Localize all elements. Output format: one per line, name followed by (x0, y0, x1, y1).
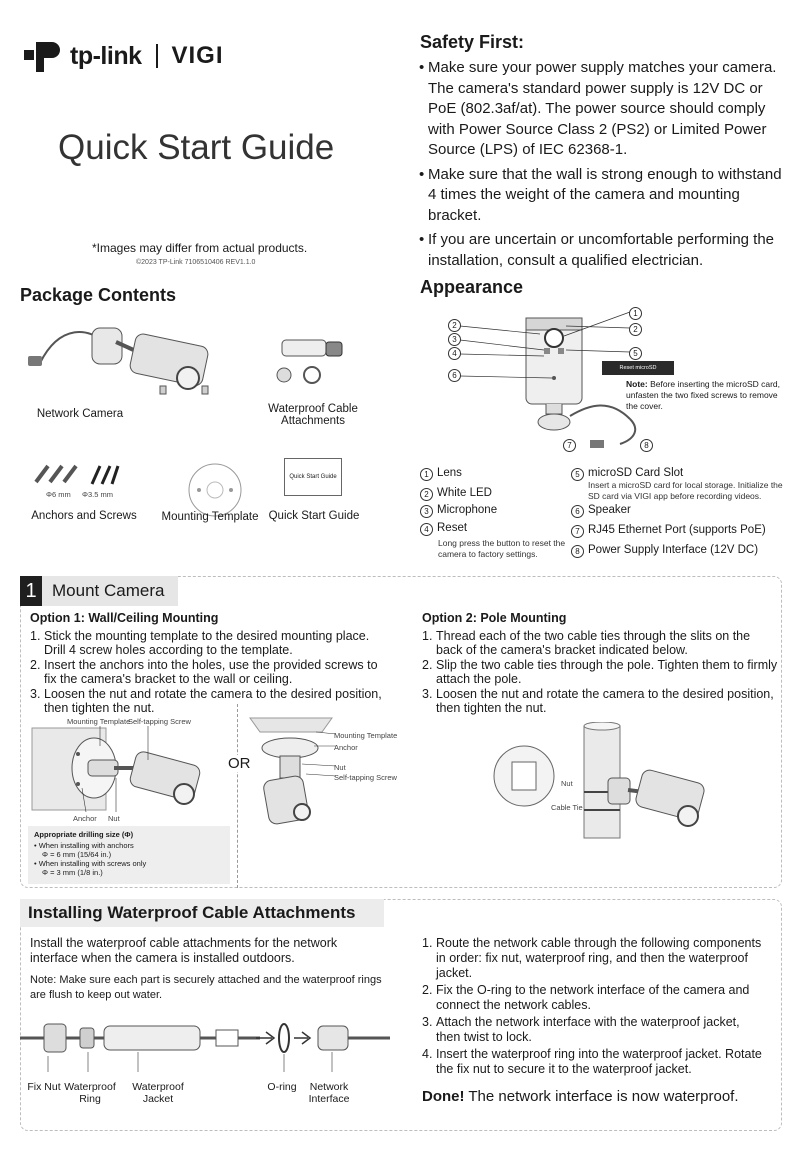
legend-microphone (420, 504, 497, 518)
callout-6: 6 (448, 369, 461, 382)
anchors-screws-image (32, 462, 122, 490)
callout-2: 2 (448, 319, 461, 332)
part-network-interface-line2: Interface (308, 1093, 350, 1105)
part-waterproof-jacket-line1: Waterproof (132, 1081, 184, 1093)
package-heading: Package Contents (20, 285, 177, 305)
legend-label: Microphone (437, 504, 498, 516)
waterproof-intro: Install the waterproof cable attachments for the network interface when the camera is installed outdoors. (30, 936, 338, 965)
drilling-text: When installing with screws only (38, 859, 147, 868)
callout-4: 4 (448, 347, 461, 360)
step-text: Loosen the nut and rotate the camera to the desired position, then tighten the nut. (436, 687, 774, 715)
step-text: Insert the waterproof ring into the waterproof jacket. Rotate the fix nut to secure it to the waterproof jacket. (436, 1047, 762, 1076)
label-ceiling-template: Mounting Template (334, 731, 398, 740)
legend-power (571, 544, 758, 558)
legend-speaker (571, 504, 631, 518)
step-text: Fix the O-ring to the network interface of the camera and connect the network cables. (436, 983, 750, 1012)
step-item: 2. Fix the O-ring to the network interface of the camera and connect the network cables. (422, 983, 750, 1012)
step-text: Stick the mounting template to the desired mounting place. Drill 4 screw holes according to the template. (44, 629, 370, 657)
legend-label: microSD Card Slot (588, 467, 684, 479)
legend-label: White LED (437, 487, 492, 499)
waterproof-title: Installing Waterproof Cable Attachments (28, 903, 356, 922)
callout-3: 3 (448, 333, 461, 346)
package-camera-label: Network Camera (36, 408, 124, 420)
safety-item: • If you are uncertain or uncomfortable performing the installation, consult a qualified electrician. (420, 230, 790, 271)
step-item: 3. Loosen the nut and rotate the camera to the desired position, then tighten the nut. (30, 687, 382, 715)
mount-title: Mount Camera (52, 581, 165, 600)
label-anchor: Anchor (73, 814, 97, 823)
callout-7: 7 (563, 439, 576, 452)
legend-reset-desc: Long press the button to reset the camera to factory settings. (438, 538, 566, 559)
part-waterproof-jacket (126, 1081, 190, 1105)
step-text: Insert the anchors into the holes, use the provided screws to fix the camera's bracket to the wall or ceiling. (44, 658, 378, 686)
step-item: 1. Stick the mounting template to the desired mounting place. Drill 4 screw holes according to the template. (30, 629, 370, 657)
legend-microsd (571, 467, 683, 481)
label-cable-tie: Cable Tie (551, 803, 583, 812)
legend-lens (420, 467, 462, 481)
safety-heading: Safety First: (420, 32, 525, 52)
copyright: ©2023 TP-Link 7106510406 REV1.1.0 (136, 259, 256, 266)
legend-label: RJ45 Ethernet Port (supports PoE) (588, 524, 766, 536)
legend-label: Power Supply Interface (12V DC) (588, 544, 759, 556)
step-text: Route the network cable through the following components in order: fix nut, waterproof ring, and then the waterproof jacket. (436, 936, 762, 980)
mount-step-number: 1 (20, 576, 42, 606)
part-waterproof-ring-line1: Waterproof (64, 1081, 116, 1093)
package-waterproof-label: Waterproof Cable Attachments (268, 403, 358, 427)
waterproof-parts-diagram (20, 1012, 390, 1072)
option-divider (237, 704, 238, 888)
option2-title: Option 2: Pole Mounting (422, 611, 567, 625)
safety-list (420, 58, 790, 275)
done-bold: Done! (422, 1088, 465, 1105)
step-text: Attach the network interface with the waterproof jacket, then twist to lock. (436, 1015, 740, 1044)
step-text: Slip the two cable ties through the pole. Tighten them to firmly attach the pole. (436, 658, 778, 686)
appearance-note (626, 379, 786, 412)
legend-num: 5 (571, 468, 584, 481)
legend-num: 4 (420, 523, 433, 536)
guide-thumbnail-text: Quick Start Guide (289, 474, 337, 480)
legend-white-led (420, 487, 492, 501)
drilling-value: Φ = 3 mm (1/8 in.) (42, 868, 103, 877)
legend-num: 8 (571, 545, 584, 558)
legend-label: Reset (437, 522, 468, 534)
package-guide-label: Quick Start Guide (268, 510, 360, 522)
anchor-size-label: Φ6 mm (46, 490, 71, 499)
label-ceiling-screw: Self-tapping Screw (334, 773, 397, 782)
done-text: The network interface is now waterproof. (464, 1088, 739, 1105)
product-line: VIGI (171, 42, 224, 69)
part-waterproof-ring-line2: Ring (79, 1093, 101, 1105)
step-text: Loosen the nut and rotate the camera to the desired position, then tighten the nut. (44, 687, 382, 715)
legend-num: 6 (571, 505, 584, 518)
label-ceiling-anchor: Anchor (334, 743, 358, 752)
option1-title: Option 1: Wall/Ceiling Mounting (30, 611, 219, 625)
drilling-item: • When installing with screws only (34, 859, 147, 868)
waterproof-note: Note: Make sure each part is securely attached and the waterproof rings are flush to keep out water. (30, 974, 382, 1001)
legend-num: 2 (420, 488, 433, 501)
brand-logo (22, 36, 224, 76)
part-network-interface-line1: Network (309, 1081, 349, 1093)
step-item: 3. Attach the network interface with the waterproof jacket, then twist to lock. (422, 1015, 740, 1044)
label-self-tapping-screw: Self-tapping Screw (128, 717, 191, 726)
appearance-note-label: Note: (626, 379, 648, 389)
drilling-value: Φ = 6 mm (15/64 in.) (42, 850, 112, 859)
appearance-heading: Appearance (420, 277, 524, 297)
part-waterproof-ring (58, 1081, 122, 1105)
waterproof-attachments-image (268, 330, 348, 390)
disclaimer: *Images may differ from actual products. (92, 241, 308, 255)
step-item: 1. Route the network cable through the following components in order: fix nut, waterproof ring, and then the waterproof jacket. (422, 936, 762, 980)
step-item: 2. Insert the anchors into the holes, use the provided screws to fix the camera's bracket to the wall or ceiling. (30, 658, 378, 686)
legend-num: 7 (571, 525, 584, 538)
page-title: Quick Start Guide (58, 128, 335, 167)
brand-name: tp-link (70, 41, 142, 70)
logo-divider (156, 44, 158, 68)
waterproof-steps (422, 936, 762, 1079)
callout-5: 5 (629, 347, 642, 360)
guide-thumbnail (284, 458, 342, 496)
appearance-note-text: Before inserting the microSD card, unfasten the two fixed screws to remove the cover. (626, 379, 781, 411)
part-waterproof-jacket-line2: Jacket (142, 1093, 174, 1105)
part-network-interface (300, 1081, 358, 1105)
wall-mount-diagram (28, 722, 228, 826)
done-message (422, 1088, 739, 1105)
label-mounting-template: Mounting Template (67, 717, 131, 726)
tp-link-logo-icon (22, 36, 62, 76)
callout-1: 1 (629, 307, 642, 320)
legend-num: 1 (420, 468, 433, 481)
pole-mount-diagram (488, 722, 714, 842)
microsd-slot-text: Reset microSD (619, 365, 657, 371)
option2-steps (422, 629, 778, 716)
ceiling-mount-diagram (246, 712, 336, 834)
legend-label: Speaker (588, 504, 631, 516)
drilling-item: • When installing with anchors (34, 841, 134, 850)
label-ceiling-nut: Nut (334, 763, 346, 772)
option1-steps (30, 629, 388, 716)
callout-8: 8 (640, 439, 653, 452)
step-item: 4. Insert the waterproof ring into the waterproof jacket. Rotate the fix nut to secure it to the waterproof jacket. (422, 1047, 762, 1076)
safety-item: • Make sure your power supply matches your camera. The camera's standard power supply is 12V DC or PoE (802.3af/at). The power source should comply with Power Source Class 2 (PS2) or Limited Power Source (LPS) of IEC 62368-1. (420, 58, 790, 161)
legend-num: 3 (420, 505, 433, 518)
mount-banner (20, 576, 178, 606)
label-nut: Nut (108, 814, 120, 823)
legend-label: Lens (437, 467, 462, 479)
legend-reset (420, 522, 467, 536)
network-camera-image (20, 318, 220, 408)
legend-microsd-desc: Insert a microSD card for local storage. Initialize the SD card via VIGI app before recording videos. (588, 480, 783, 501)
step-text: Thread each of the two cable ties through the slits on the back of the camera's bracket indicated below. (436, 629, 751, 657)
safety-item: • Make sure that the wall is strong enough to withstand 4 times the weight of the camera and mounting bracket. (420, 165, 790, 227)
part-fix-nut: Fix Nut (27, 1081, 61, 1093)
drilling-size-box (28, 826, 230, 884)
step-item: 3. Loosen the nut and rotate the camera to the desired position, then tighten the nut. (422, 687, 774, 715)
package-anchors-label: Anchors and Screws (31, 510, 137, 522)
step-item: 2. Slip the two cable ties through the pole. Tighten them to firmly attach the pole. (422, 658, 778, 686)
step-item: 1. Thread each of the two cable ties through the slits on the back of the camera's bracket indicated below. (422, 629, 751, 657)
waterproof-banner (20, 899, 384, 927)
legend-rj45 (571, 524, 766, 538)
drilling-text: When installing with anchors (38, 841, 134, 850)
drilling-title: Appropriate drilling size (Φ) (34, 830, 134, 839)
or-label: OR (228, 755, 251, 772)
label-pole-nut: Nut (561, 779, 573, 788)
part-o-ring: O-ring (267, 1081, 297, 1093)
package-template-label: Mounting Template (161, 511, 259, 523)
microsd-slot-image (602, 361, 674, 375)
screw-size-label: Φ3.5 mm (82, 490, 113, 499)
callout-2: 2 (629, 323, 642, 336)
